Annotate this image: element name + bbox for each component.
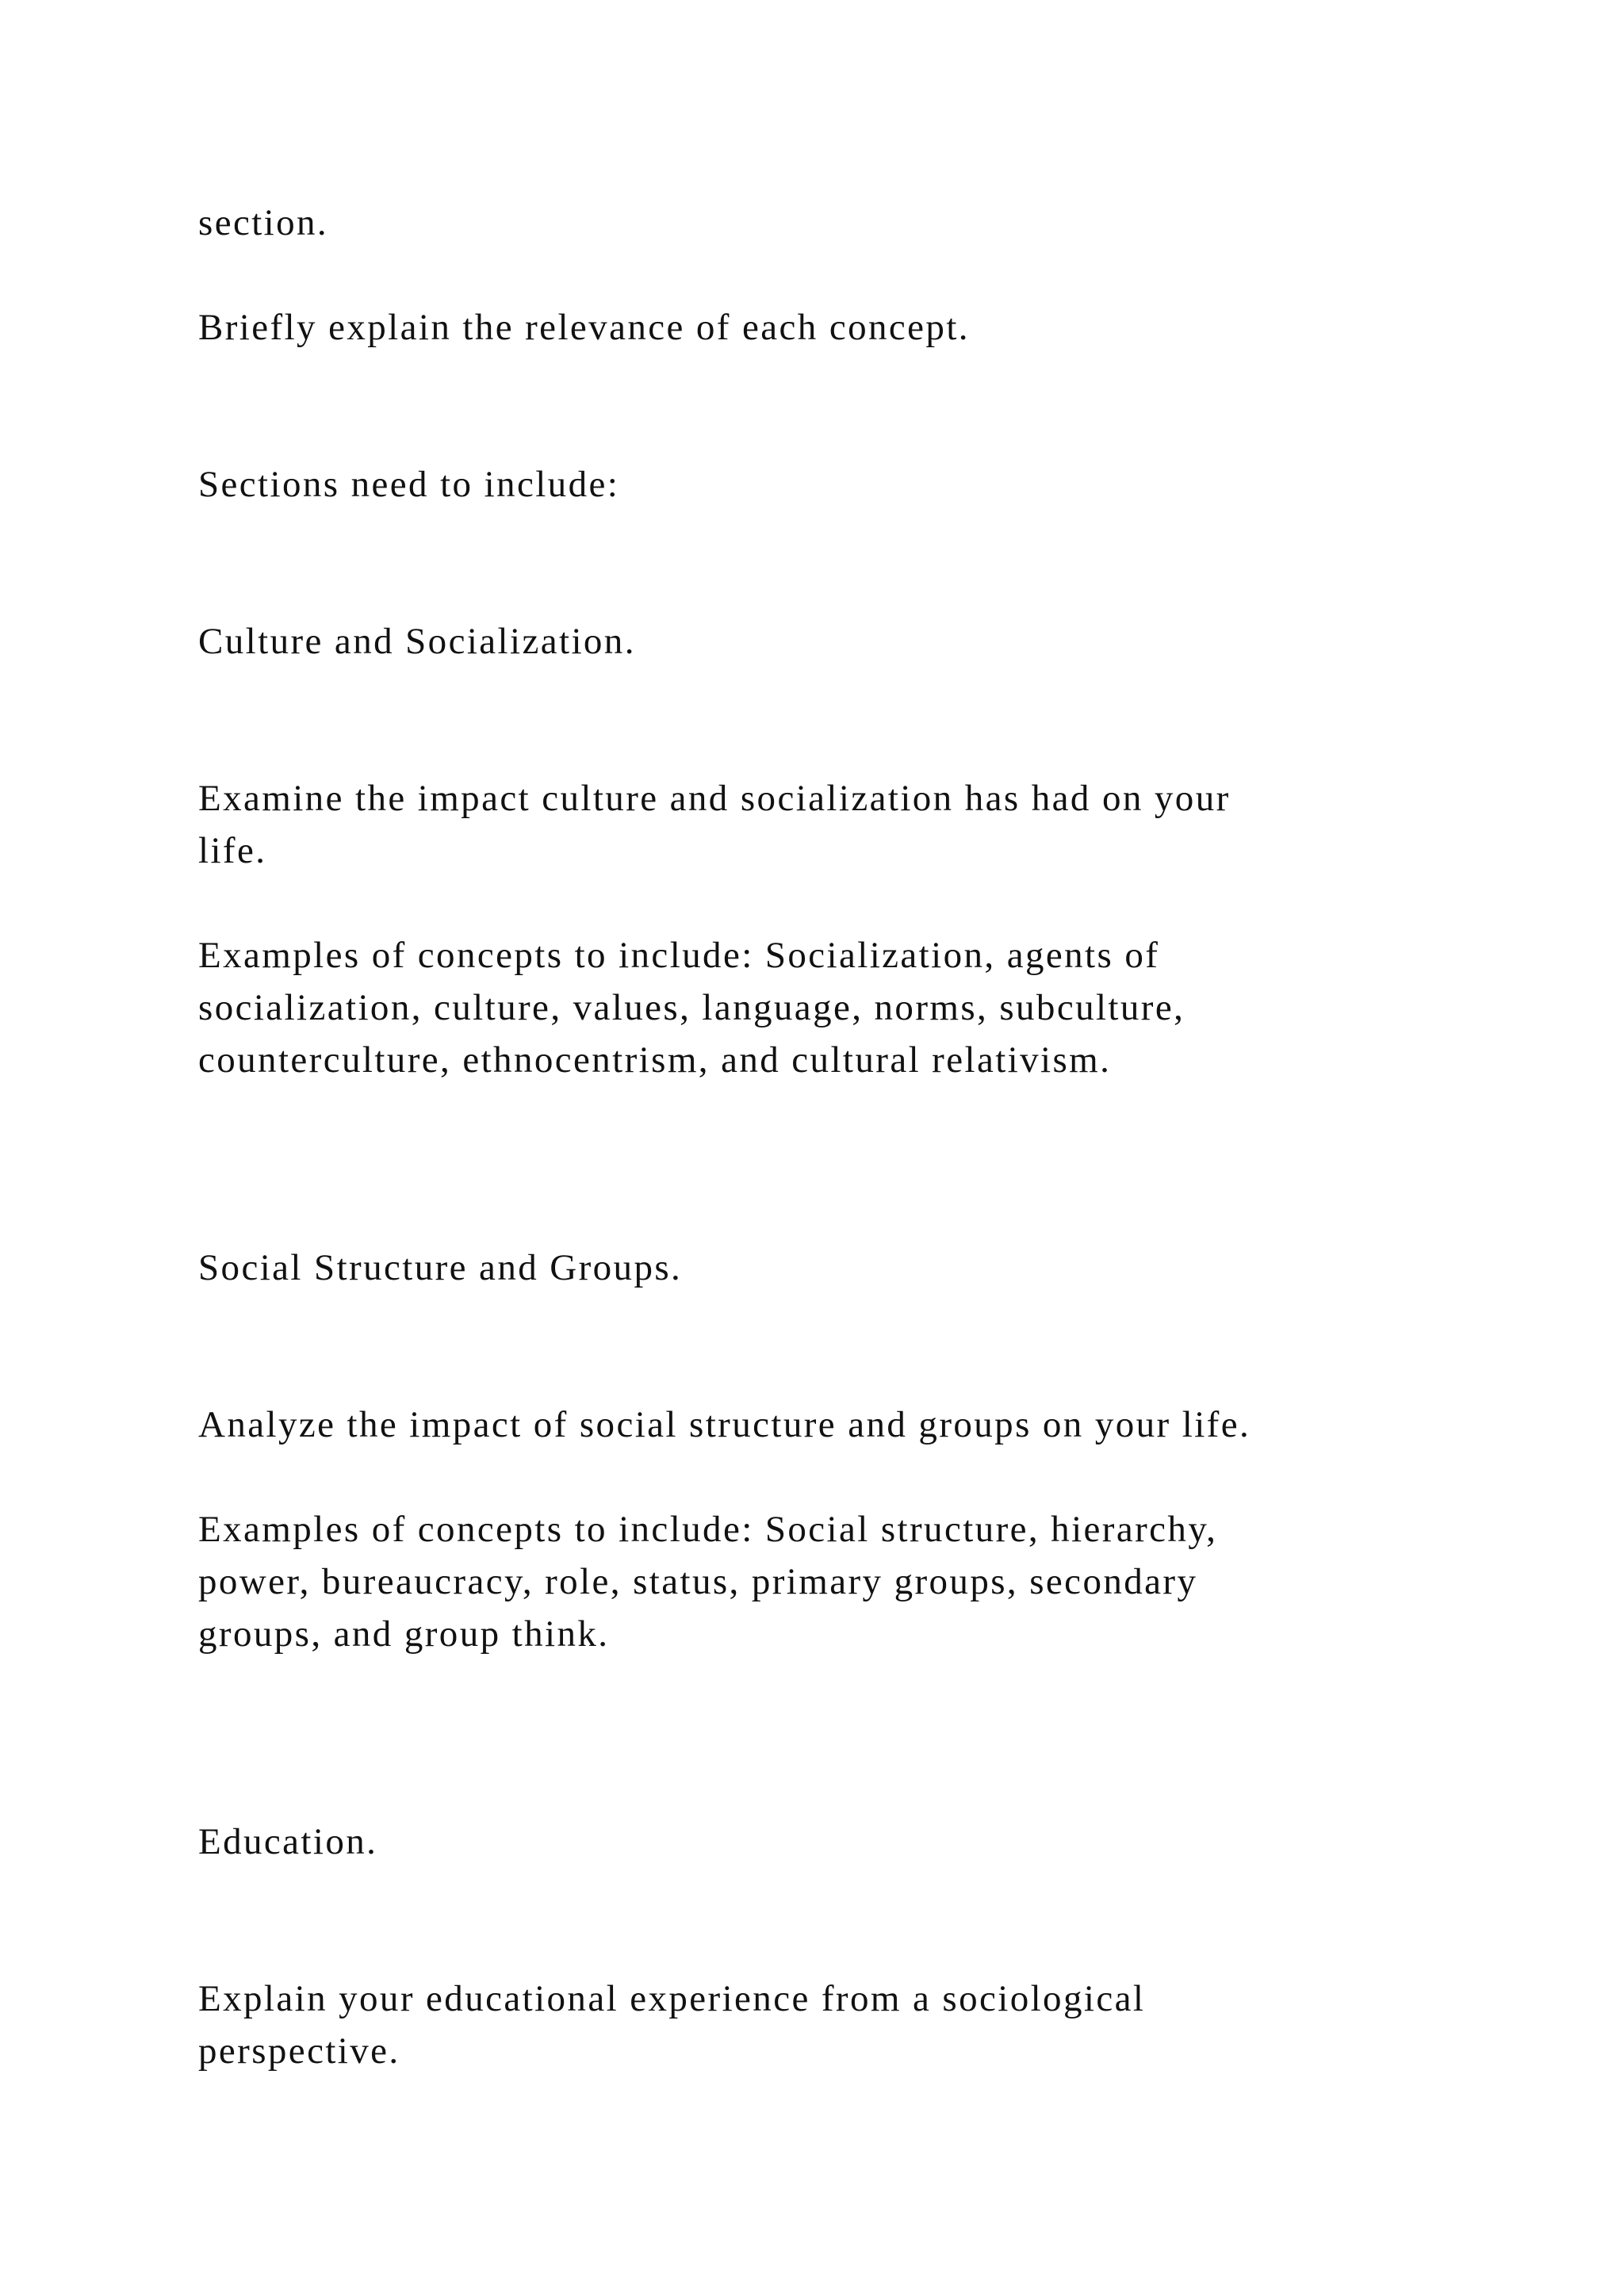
- education-heading: Education.: [198, 1821, 378, 1862]
- culture-socialization-heading: Culture and Socialization.: [198, 621, 636, 662]
- culture-concepts-line-2: socialization, culture, values, language, norms, subculture,: [198, 987, 1185, 1028]
- education-prompt-line-2: perspective.: [198, 2030, 400, 2072]
- instruction-text: Briefly explain the relevance of each concept.: [198, 307, 970, 348]
- social-structure-heading: Social Structure and Groups.: [198, 1247, 683, 1288]
- culture-prompt-line-1: Examine the impact culture and socialization has had on your: [198, 778, 1231, 819]
- social-structure-concepts-line-1: Examples of concepts to include: Social structure, hierarchy,: [198, 1509, 1218, 1550]
- culture-concepts-line-1: Examples of concepts to include: Socialization, agents of: [198, 935, 1160, 976]
- sections-intro-text: Sections need to include:: [198, 464, 620, 505]
- culture-concepts-line-3: counterculture, ethnocentrism, and cultural relativism.: [198, 1039, 1112, 1081]
- social-structure-concepts-line-2: power, bureaucracy, role, status, primary groups, secondary: [198, 1561, 1198, 1602]
- social-structure-concepts-line-3: groups, and group think.: [198, 1613, 610, 1655]
- social-structure-prompt: Analyze the impact of social structure and groups on your life.: [198, 1404, 1251, 1445]
- education-prompt-line-1: Explain your educational experience from a sociological: [198, 1978, 1146, 2019]
- culture-prompt-line-2: life.: [198, 830, 267, 871]
- section-continuation-text: section.: [198, 202, 329, 243]
